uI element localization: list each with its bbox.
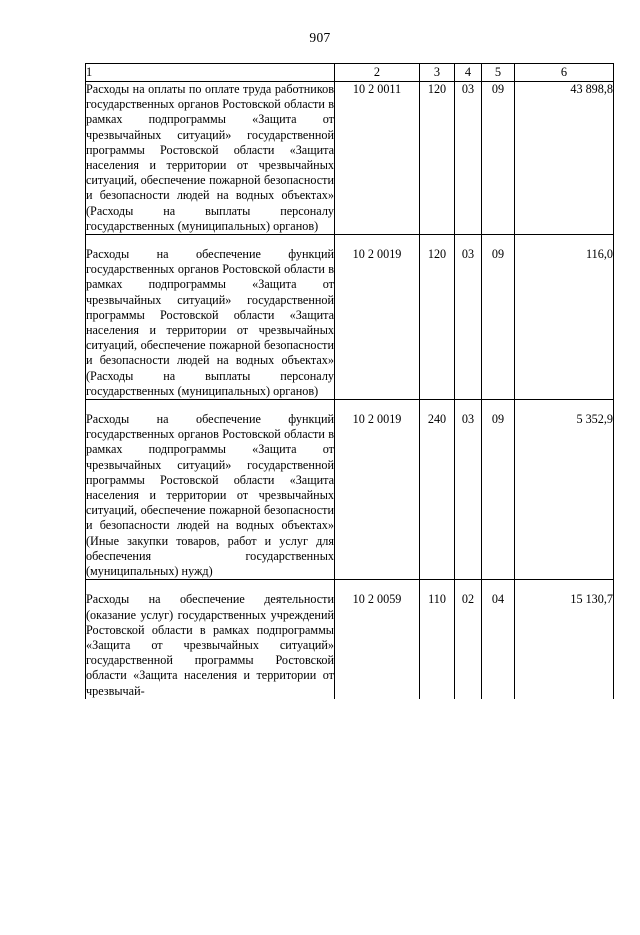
- column-header-3: 3: [420, 64, 455, 82]
- column-header-1: 1: [86, 64, 335, 82]
- page-number: 907: [309, 30, 331, 45]
- row-name: Расходы на обеспечение функций государственных органов Ростовской области в рамках подпрограммы «Защита от чрезвычайных ситуаций» государственной программы Ростовской области «Защита населения и территории от чрезвычайных ситуаций, обеспечение пожарной безопасности и безопасности людей на водных объектах» (Расходы на выплаты персоналу государственных (муниципальных) органов): [86, 235, 335, 400]
- row-podrazdel: 03: [455, 82, 482, 235]
- document-page: [0, 30, 640, 935]
- row-podrazdel: 03: [455, 400, 482, 580]
- column-header-4: 4: [455, 64, 482, 82]
- row-celevaya: 09: [482, 400, 515, 580]
- budget-table-container: [85, 63, 613, 699]
- row-name: Расходы на обеспечение функций государственных органов Ростовской области в рамках подпрограммы «Защита от чрезвычайных ситуаций» государственной программы Ростовской области «Защита населения и территории от чрезвычайных ситуаций, обеспечение пожарной безопасности и безопасности людей на водных объектах» (Иные закупки товаров, работ и услуг для обеспечения государственных (муниципальных) нужд): [86, 400, 335, 580]
- row-sum: 15 130,7: [515, 580, 614, 699]
- table-header-row: [86, 64, 614, 82]
- table-body: [86, 82, 614, 699]
- table-row: [86, 400, 614, 580]
- table-row: [86, 580, 614, 699]
- budget-table: [85, 63, 614, 699]
- table-row: [86, 235, 614, 400]
- row-code: 10 2 0019: [335, 400, 420, 580]
- row-razdel: 110: [420, 580, 455, 699]
- row-razdel: 240: [420, 400, 455, 580]
- row-celevaya: 09: [482, 82, 515, 235]
- row-podrazdel: 02: [455, 580, 482, 699]
- column-header-6: 6: [515, 64, 614, 82]
- row-sum: 116,0: [515, 235, 614, 400]
- row-razdel: 120: [420, 82, 455, 235]
- row-code: 10 2 0019: [335, 235, 420, 400]
- row-code: 10 2 0059: [335, 580, 420, 699]
- table-row: [86, 82, 614, 235]
- row-code: 10 2 0011: [335, 82, 420, 235]
- row-name: Расходы на обеспечение деятельности (оказание услуг) государственных учреждений Ростовской области в рамках подпрограммы «Защита от чрезвычайных ситуаций» государственной программы Ростовской области «Защита населения и территории от чрезвычай-: [86, 580, 335, 699]
- row-name: Расходы на оплаты по оплате труда работников государственных органов Ростовской области в рамках подпрограммы «Защита от чрезвычайных ситуаций» государственной программы Ростовской области «Защита населения и территории от чрезвычайных ситуаций, обеспечение пожарной безопасности и безопасности людей на водных объектах» (Расходы на выплаты персоналу государственных (муниципальных) органов): [86, 82, 334, 233]
- column-header-5: 5: [482, 64, 515, 82]
- row-celevaya: 09: [482, 235, 515, 400]
- column-header-2: 2: [335, 64, 420, 82]
- row-sum: 5 352,9: [515, 400, 614, 580]
- table-header: [86, 64, 614, 82]
- row-podrazdel: 03: [455, 235, 482, 400]
- row-razdel: 120: [420, 235, 455, 400]
- row-sum: 43 898,8: [515, 82, 614, 235]
- row-celevaya: 04: [482, 580, 515, 699]
